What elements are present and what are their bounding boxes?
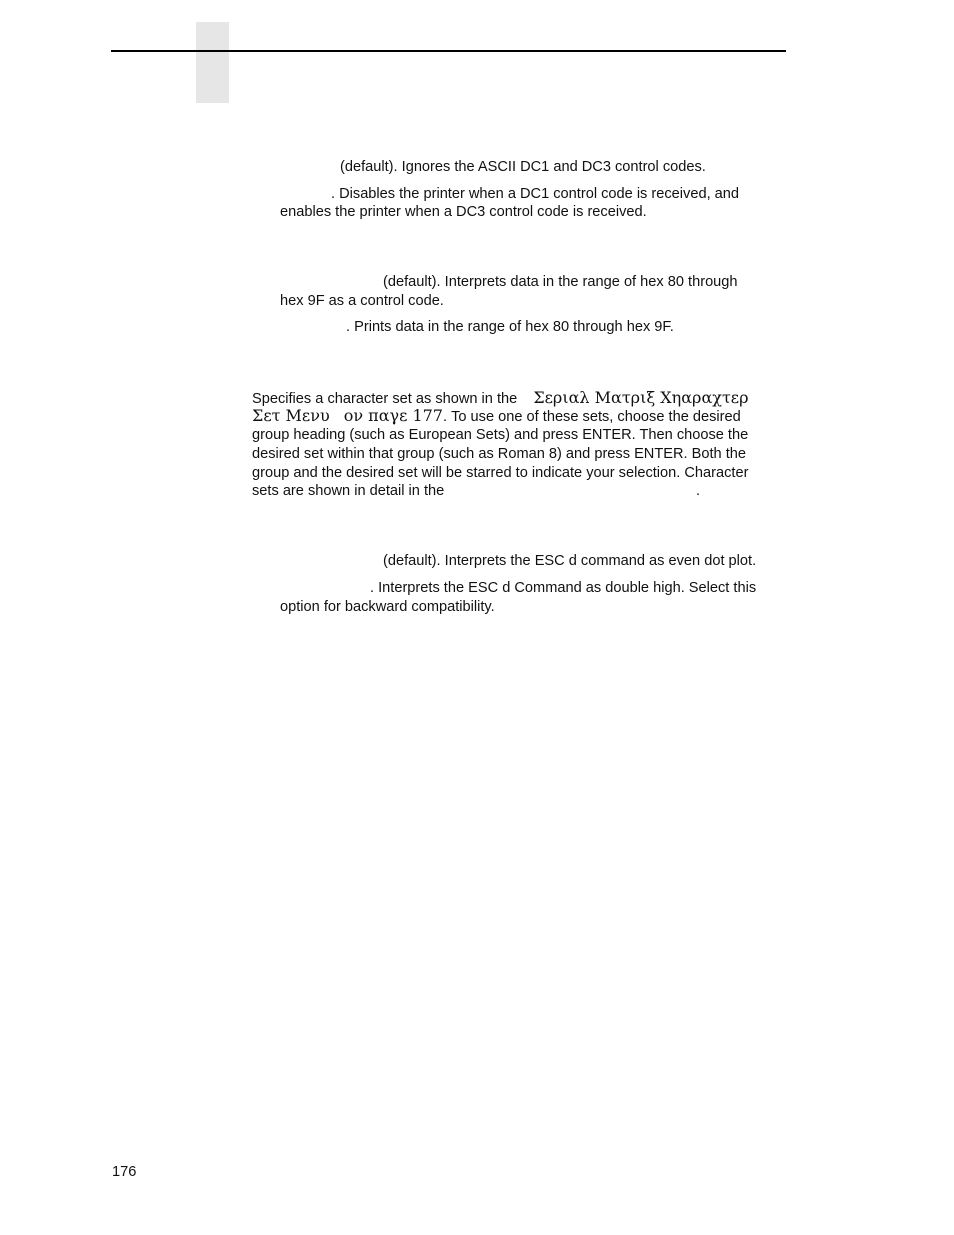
control-code-default-text-1: (default). Interprets data in the range of hex 80 through xyxy=(383,274,738,290)
character-set-line-6-end: . xyxy=(696,483,701,499)
character-set-intro: Specifies a character set as shown in the xyxy=(252,391,518,407)
character-set-line-2 xyxy=(252,407,741,426)
page-number: 176 xyxy=(112,1164,137,1180)
character-set-line-2-text: . To use one of these sets, choose the desired xyxy=(442,409,741,425)
xon-xoff-enable-text-2: enables the printer when a DC3 control code is received. xyxy=(280,204,647,220)
even-dot-plot-text: (default). Interprets the ESC d command as even dot plot. xyxy=(383,553,757,569)
header-rule xyxy=(111,50,786,52)
cross-reference-link-part-2[interactable]: Σετ Μενυ xyxy=(252,406,330,425)
xon-xoff-disable-text: (default). Ignores the ASCII DC1 and DC3 control codes. xyxy=(340,159,706,175)
character-set-line-6: sets are shown in detail in the xyxy=(252,483,445,499)
double-high-text-1: . Interprets the ESC d Command as double high. Select this xyxy=(370,580,757,596)
page-tab-marker xyxy=(196,22,229,103)
character-set-line-5: group and the desired set will be starred to indicate your selection. Character xyxy=(252,465,749,481)
character-set-line-4: desired set within that group (such as Roman 8) and press ENTER. Both the xyxy=(252,446,746,462)
printable-text: . Prints data in the range of hex 80 through hex 9F. xyxy=(346,319,674,335)
character-set-line-3: group heading (such as European Sets) and press ENTER. Then choose the xyxy=(252,427,749,443)
double-high-text-2: option for backward compatibility. xyxy=(280,599,495,615)
cross-reference-link-part-1[interactable]: Σεριαλ Ματριξ Χηαραχτερ xyxy=(533,388,749,407)
cross-reference-page[interactable]: ον παγε 177 xyxy=(343,406,443,425)
xon-xoff-enable-text-1: . Disables the printer when a DC1 control code is received, and xyxy=(331,186,740,202)
control-code-default-text-2: hex 9F as a control code. xyxy=(280,293,444,309)
